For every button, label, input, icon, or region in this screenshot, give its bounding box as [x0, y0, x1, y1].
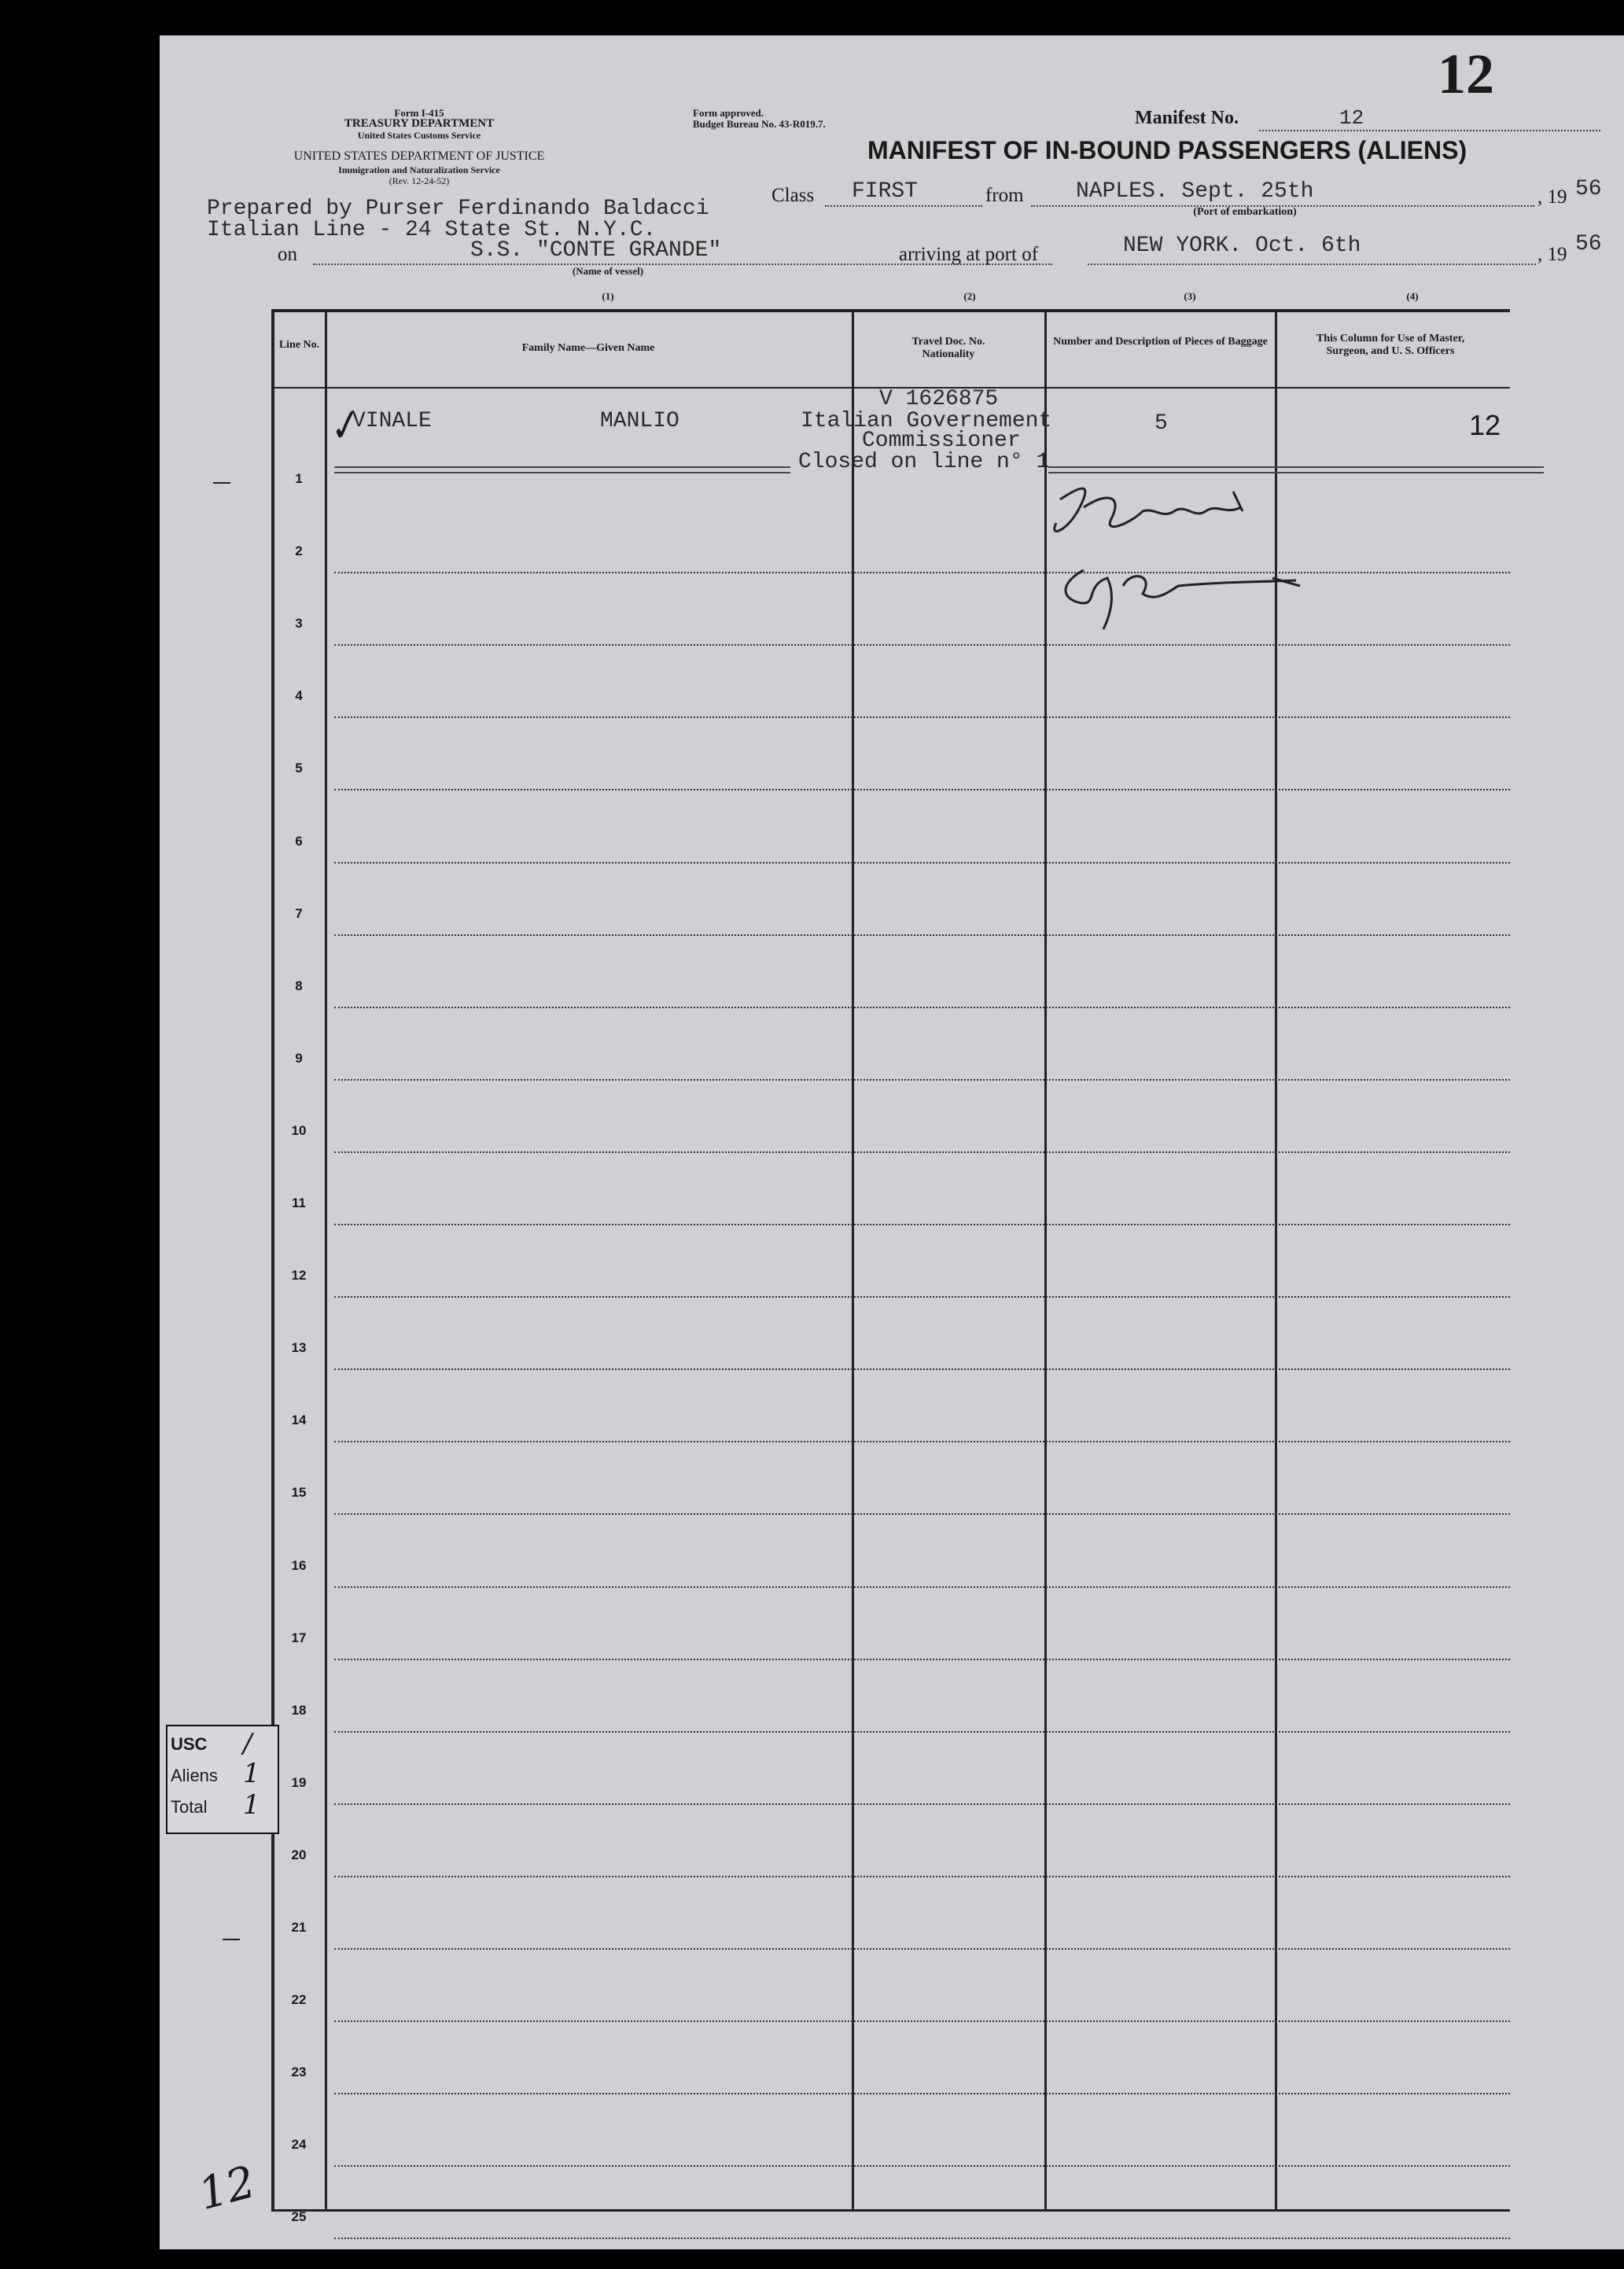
- entry-baggage: 5: [1154, 411, 1168, 436]
- page-number: 12: [1438, 42, 1494, 105]
- col-travel-doc: Travel Doc. No. Nationality: [911, 336, 985, 360]
- col1-divider: [852, 311, 854, 2210]
- line-number: 4: [295, 688, 303, 704]
- table-row: [334, 1368, 1510, 1370]
- table-row: [334, 1224, 1510, 1225]
- vessel-value: S.S. "CONTE GRANDE": [470, 238, 722, 263]
- usc-value: /: [243, 1728, 252, 1759]
- entry-family-name: VINALE: [352, 409, 432, 433]
- check-mark: ✓: [319, 399, 366, 454]
- total-label: Total: [171, 1797, 208, 1817]
- year-2: 56: [1575, 232, 1602, 256]
- col2-number: (2): [963, 290, 976, 302]
- col-officers: This Column for Use of Master, Surgeon, and U. S. Officers: [1316, 333, 1465, 357]
- closing-strike-left: [334, 466, 790, 473]
- line-number: 13: [291, 1340, 307, 1356]
- approved-label: Form approved.: [693, 107, 764, 119]
- year-1: 56: [1575, 177, 1602, 201]
- table-bottom-rule: [271, 2209, 1510, 2212]
- manifest-title: MANIFEST OF IN-BOUND PASSENGERS (ALIENS): [867, 136, 1467, 164]
- class-value: FIRST: [852, 179, 919, 204]
- line-number: 6: [295, 833, 303, 849]
- table-row: [334, 1948, 1510, 1950]
- line-number: 5: [295, 761, 303, 776]
- aliens-label: Aliens: [171, 1766, 218, 1785]
- col1-number: (1): [602, 290, 614, 302]
- line-number: 16: [291, 1557, 307, 1573]
- entry-doc-no: V 1626875: [879, 387, 999, 411]
- rev-label: (Rev. 12-24-52): [389, 175, 450, 186]
- table-row: [334, 1876, 1510, 1877]
- class-label: Class: [771, 185, 815, 206]
- entry-occupation: Commissioner: [862, 429, 1021, 453]
- line-number: 7: [295, 905, 303, 921]
- table-row: [334, 1513, 1510, 1515]
- line-number: 12: [291, 1268, 307, 1284]
- table-row: [334, 1079, 1510, 1081]
- line-number: 25: [291, 2209, 307, 2225]
- table-row: [334, 716, 1510, 718]
- manifest-no-line: [1259, 130, 1600, 131]
- line-number: 15: [291, 1485, 307, 1501]
- table-row: [334, 1731, 1510, 1733]
- on-label: on: [278, 244, 297, 265]
- entry-nationality: Italian Governement: [801, 409, 1052, 433]
- table-row: [334, 1296, 1510, 1298]
- entry-given-name: MANLIO: [600, 409, 679, 433]
- table-row: [334, 1803, 1510, 1805]
- table-row: [334, 2165, 1510, 2167]
- line-number: 2: [295, 543, 303, 559]
- budget-label: Budget Bureau No. 43-R019.7.: [693, 118, 826, 130]
- col-line-no: Line No.: [278, 339, 320, 351]
- line-number: 9: [295, 1050, 303, 1066]
- usc-label: USC: [171, 1734, 208, 1754]
- table-top-rule: [271, 309, 1510, 312]
- table-row: [334, 2093, 1510, 2094]
- line-no-divider: [325, 311, 327, 2210]
- line-number: 23: [291, 2065, 307, 2080]
- dept-label: TREASURY DEPARTMENT: [344, 117, 495, 130]
- line-number: 10: [291, 1122, 307, 1138]
- doj-label: UNITED STATES DEPARTMENT OF JUSTICE: [293, 149, 545, 163]
- year-prefix-2: , 19: [1537, 244, 1567, 265]
- table-row: [334, 1586, 1510, 1588]
- arrival-value: NEW YORK. Oct. 6th: [1123, 234, 1361, 258]
- manifest-no-label: Manifest No.: [1135, 108, 1239, 128]
- officer-signature: [1037, 476, 1335, 649]
- line-number: 17: [291, 1630, 307, 1645]
- customs-label: United States Customs Service: [357, 130, 481, 141]
- col-baggage: Number and Description of Pieces of Baggage: [1053, 336, 1268, 348]
- table-row: [334, 1659, 1510, 1660]
- total-value: 1: [243, 1789, 260, 1821]
- port-embark-label: (Port of embarkation): [1193, 206, 1297, 218]
- table-row: [334, 934, 1510, 936]
- col4-number: (4): [1406, 290, 1419, 302]
- ins-label: Immigration and Naturalization Service: [338, 164, 500, 175]
- vessel-label: (Name of vessel): [572, 265, 644, 277]
- line-number: 21: [291, 1920, 307, 1935]
- tally-stamp: [166, 1725, 279, 1834]
- table-row: [334, 2238, 1510, 2239]
- arrival-line: [1088, 263, 1536, 265]
- form-number: Form I-415: [394, 107, 444, 119]
- line-number: 20: [291, 1847, 307, 1862]
- from-label: from: [985, 185, 1024, 206]
- manifest-no-value: 12: [1339, 106, 1364, 130]
- manifest-page: [160, 35, 1624, 2249]
- table-left-border: [271, 311, 274, 2210]
- line-number: 19: [291, 1774, 307, 1790]
- margin-mark: 12: [193, 2156, 261, 2221]
- from-value: NAPLES. Sept. 25th: [1076, 179, 1314, 204]
- line-number: 1: [295, 471, 303, 486]
- line-number: 22: [291, 1992, 307, 2008]
- table-row: [334, 2020, 1510, 2022]
- entry-closed-note: Closed on line n° 1: [798, 450, 1050, 474]
- arriving-label: arriving at port of: [899, 244, 1039, 265]
- col-family-name: Family Name—Given Name: [521, 342, 655, 354]
- line-address: Italian Line - 24 State St. N.Y.C.: [207, 218, 657, 242]
- entry-officer-number: 12: [1469, 409, 1501, 441]
- line-number: 18: [291, 1702, 307, 1718]
- table-row: [334, 1007, 1510, 1008]
- col3-number: (3): [1184, 290, 1196, 302]
- table-row: [334, 862, 1510, 864]
- table-row: [334, 1151, 1510, 1153]
- margin-tick: [213, 482, 230, 484]
- closing-strike-right: [1048, 466, 1544, 473]
- table-row: [334, 1441, 1510, 1442]
- margin-tick: [223, 1939, 240, 1940]
- line-number: 3: [295, 616, 303, 632]
- line-number: 8: [295, 978, 303, 993]
- table-row: [334, 789, 1510, 790]
- line-number: 24: [291, 2137, 307, 2153]
- prepared-by: Prepared by Purser Ferdinando Baldacci: [207, 197, 709, 221]
- aliens-value: 1: [243, 1758, 260, 1789]
- year-prefix-1: , 19: [1537, 186, 1567, 208]
- class-line: [825, 205, 982, 207]
- line-number: 11: [292, 1195, 306, 1210]
- line-number: 14: [291, 1413, 307, 1428]
